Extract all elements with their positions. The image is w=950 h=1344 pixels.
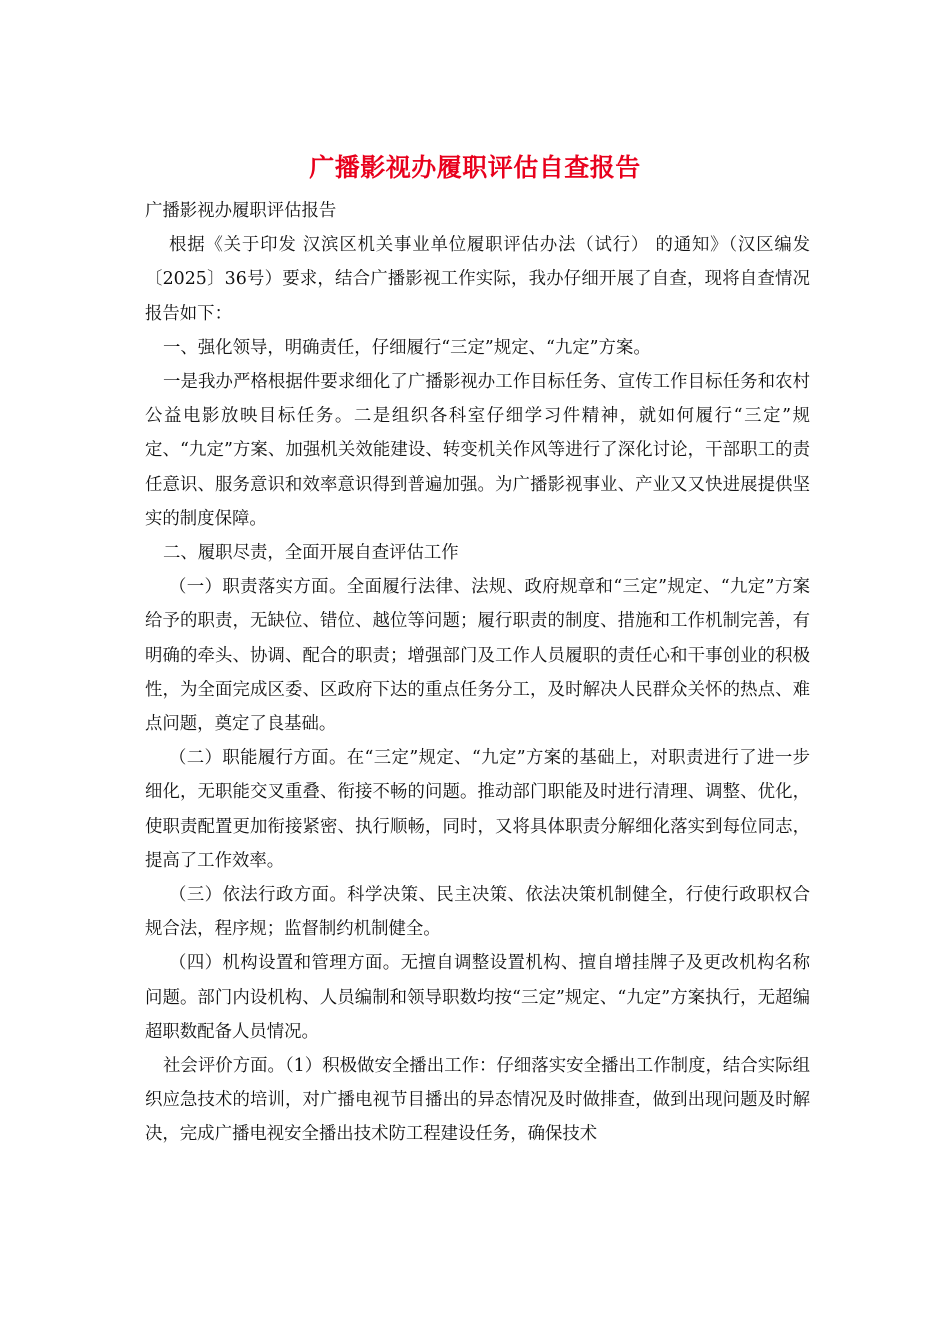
body-paragraph: 根据《关于印发 汉滨区机关事业单位履职评估办法（试行） 的通知》（汉区编发〔2025〕36号）要求，结合广播影视工作实际，我办仔细开展了自查，现将自查情况报告如下： — [145, 235, 810, 324]
body-paragraph: （四）机构设置和管理方面。无擅自调整设置机构、擅自增挂牌子及更改机构名称问题。部门内设机构、人员编制和领导职数均按“三定”规定、“九定”方案执行，无超编超职数配备人员情况。 — [145, 953, 810, 1042]
body-paragraph: 社会评价方面。（1）积极做安全播出工作：仔细落实安全播出工作制度，结合实际组织应急技术的培训，对广播电视节目播出的异态情况及时做排查，做到出现问题及时解决，完成广播电视安全播出技术防工程建设任务，确保技术 — [145, 1056, 810, 1145]
body-paragraph: 一是我办严格根据件要求细化了广播影视办工作目标任务、宣传工作目标任务和农村公益电影放映目标任务。二是组织各科室仔细学习件精神，就如何履行“三定”规定、“九定”方案、加强机关效能建设、转变机关作风等进行了深化讨论，干部职工的责任意识、服务意识和效率意识得到普遍加强。为广播影视事业、产业又又快进展提供坚实的制度保障。 — [145, 372, 810, 529]
section-heading: 一、强化领导，明确责任，仔细履行“三定”规定、“九定”方案。 — [163, 337, 651, 358]
body-paragraph: （一）职责落实方面。全面履行法律、法规、政府规章和“三定”规定、“九定”方案给予的职责，无缺位、错位、越位等问题；履行职责的制度、措施和工作机制完善，有明确的牵头、协调、配合的职责；增强部门及工作人员履职的责任心和干事创业的积极性，为全面完成区委、区政府下达的重点任务分工，及时解决人民群众关怀的热点、难点问题，奠定了良基础。 — [145, 577, 810, 735]
document-title: 广播影视办履职评估自查报告 — [309, 153, 641, 182]
document-body — [145, 194, 810, 1152]
document-subtitle: 广播影视办履职评估报告 — [145, 201, 337, 221]
section-heading: 二、履职尽责，全面开展自查评估工作 — [163, 543, 459, 564]
body-paragraph: （二）职能履行方面。在“三定”规定、“九定”方案的基础上，对职责进行了进一步细化，无职能交叉重叠、衔接不畅的问题。推动部门职能及时进行清理、调整、优化，使职责配置更加衔接紧密、执行顺畅，同时，又将具体职责分解细化落实到每位同志，提高了工作效率。 — [145, 748, 810, 871]
body-paragraph: （三）依法行政方面。科学决策、民主决策、依法决策机制健全，行使行政职权合规合法，程序规；监督制约机制健全。 — [145, 885, 810, 940]
